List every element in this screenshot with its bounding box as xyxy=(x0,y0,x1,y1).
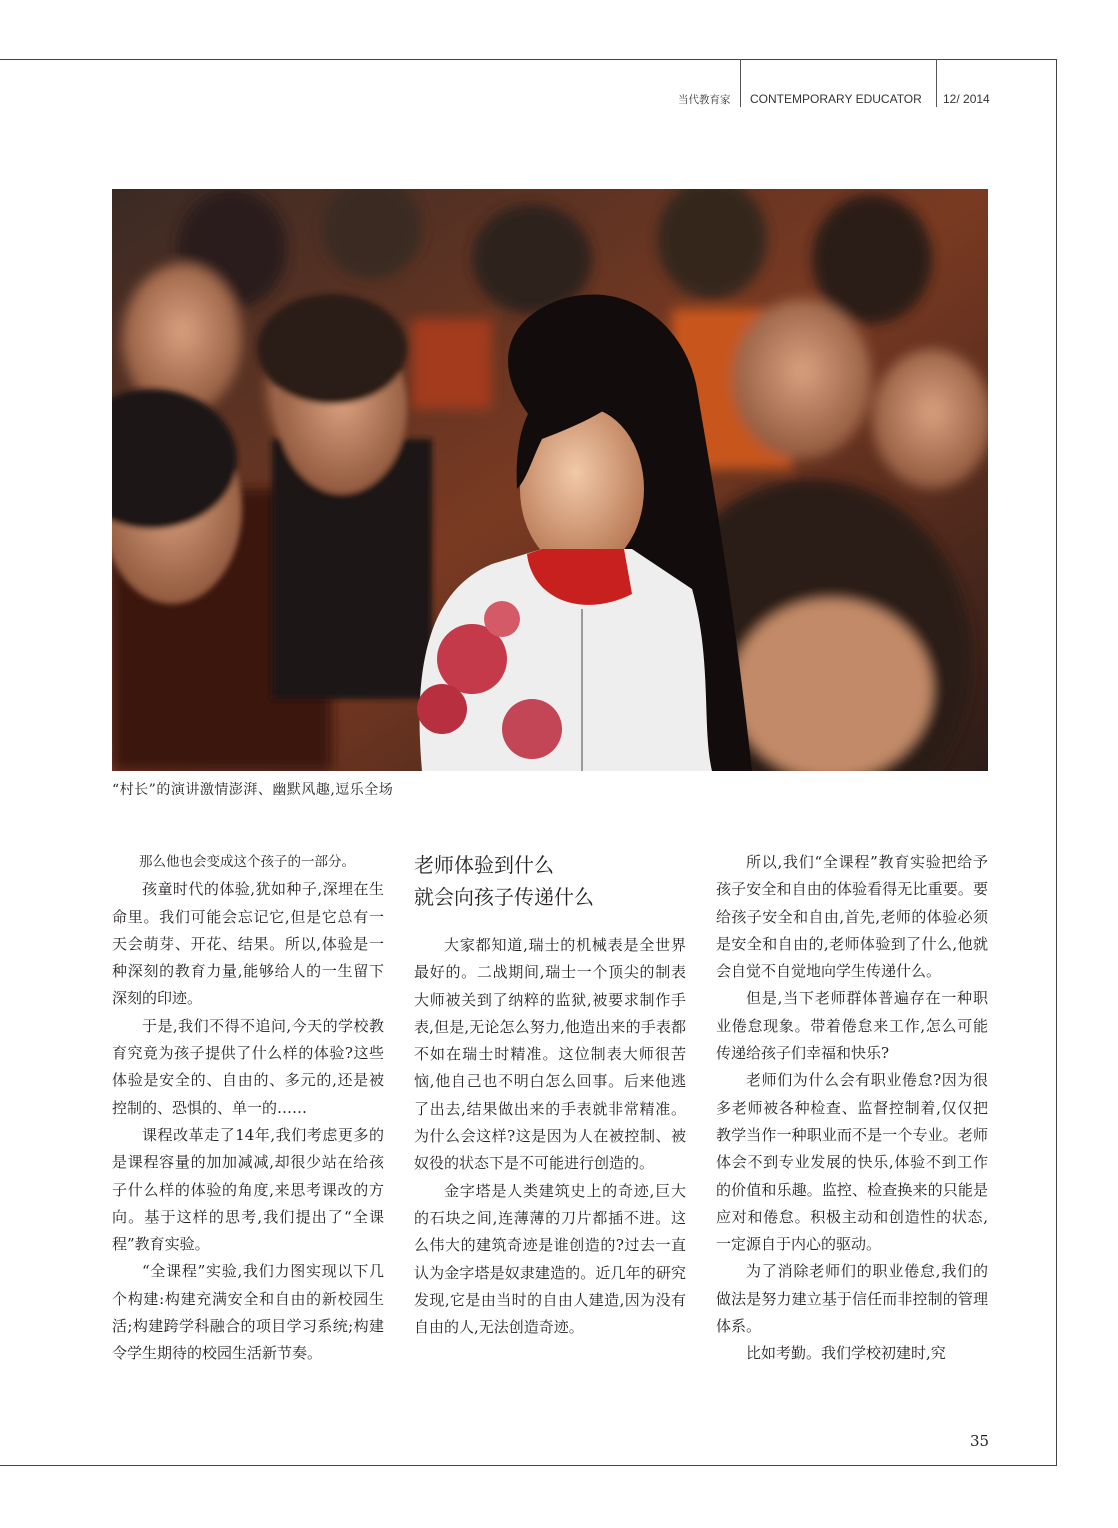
paragraph: 为了消除老师们的职业倦怠,我们的做法是努力建立基于信任而非控制的管理体系。 xyxy=(716,1262,988,1336)
header-divider xyxy=(936,59,937,107)
issue-date: 12/ 2014 xyxy=(943,92,990,106)
running-header xyxy=(0,59,1057,109)
paragraph: 但是,当下老师群体普遍存在一种职业倦怠现象。带着倦怠来工作,怎么可能传递给孩子们幸福和快乐? xyxy=(716,989,988,1063)
paragraph: 比如考勤。我们学校初建时,究 xyxy=(746,1344,946,1363)
photo-caption: “村长”的演讲激情澎湃、幽默风趣,逗乐全场 xyxy=(112,782,394,798)
article-column-2 xyxy=(414,849,686,1341)
audience-photo-illustration xyxy=(112,189,988,771)
magazine-name-en: CONTEMPORARY EDUCATOR xyxy=(750,92,922,106)
header-divider xyxy=(740,59,741,107)
paragraph: 大家都知道,瑞士的机械表是全世界最好的。二战期间,瑞士一个顶尖的制表大师被关到了纳粹的监狱,被要求制作手表,但是,无论怎么努力,他造出来的手表都不如在瑞士时精准。这位制表大师很苦恼,他自己也不明白怎么回事。后来他逃了出去,结果做出来的手表就非常精准。为什么会这样?这是因为人在被控制、被奴役的状态下是不可能进行创造的。 xyxy=(414,936,686,1173)
section-heading-line: 就会向孩子传递什么 xyxy=(414,885,594,909)
magazine-name-cn: 当代教育家 xyxy=(678,94,731,106)
page-frame-right-rule xyxy=(1056,59,1057,1466)
paragraph: 于是,我们不得不追问,今天的学校教育究竟为孩子提供了什么样的体验?这些体验是安全的、自由的、多元的,还是被控制的、恐惧的、单一的…… xyxy=(112,1016,384,1117)
page-number: 35 xyxy=(970,1432,990,1450)
paragraph: 金字塔是人类建筑史上的奇迹,巨大的石块之间,连薄薄的刀片都插不进。这么伟大的建筑奇迹是谁创造的?过去一直认为金字塔是奴隶建造的。近几年的研究发现,它是由当时的自由人建造,因为没有自由的人,无法创造奇迹。 xyxy=(414,1181,686,1337)
paragraph: 孩童时代的体验,犹如种子,深埋在生命里。我们可能会忘记它,但是它总有一天会萌芽、开花、结果。所以,体验是一种深刻的教育力量,能够给人的一生留下深刻的印迹。 xyxy=(112,880,384,1008)
audience-photo xyxy=(112,189,988,771)
article-column-1 xyxy=(112,849,384,1368)
section-heading xyxy=(414,849,686,913)
paragraph: 课程改革走了14年,我们考虑更多的是课程容量的加加减减,却很少站在给孩子什么样的体验的角度,来思考课改的方向。基于这样的思考,我们提出了“全课程”教育实验。 xyxy=(112,1125,384,1254)
paragraph: 那么他也会变成这个孩子的一部分。 xyxy=(139,854,355,870)
section-heading-line: 老师体验到什么 xyxy=(414,853,554,877)
paragraph: “全课程”实验,我们力图实现以下几个构建:构建充满安全和自由的新校园生活;构建跨学科融合的项目学习系统;构建令学生期待的校园生活新节奏。 xyxy=(112,1262,384,1363)
page-frame-bottom-rule xyxy=(0,1465,1057,1466)
paragraph: 所以,我们“全课程”教育实验把给予孩子安全和自由的体验看得无比重要。要给孩子安全和自由,首先,老师的体验必须是安全和自由的,老师体验到了什么,他就会自觉不自觉地向学生传递什么。 xyxy=(716,853,988,981)
article-column-3 xyxy=(716,849,988,1368)
paragraph: 老师们为什么会有职业倦怠?因为很多老师被各种检查、监督控制着,仅仅把教学当作一种职业而不是一个专业。老师体会不到专业发展的快乐,体验不到工作的价值和乐趣。监控、检查换来的只能是应对和倦怠。积极主动和创造性的状态,一定源自于内心的驱动。 xyxy=(716,1071,988,1254)
